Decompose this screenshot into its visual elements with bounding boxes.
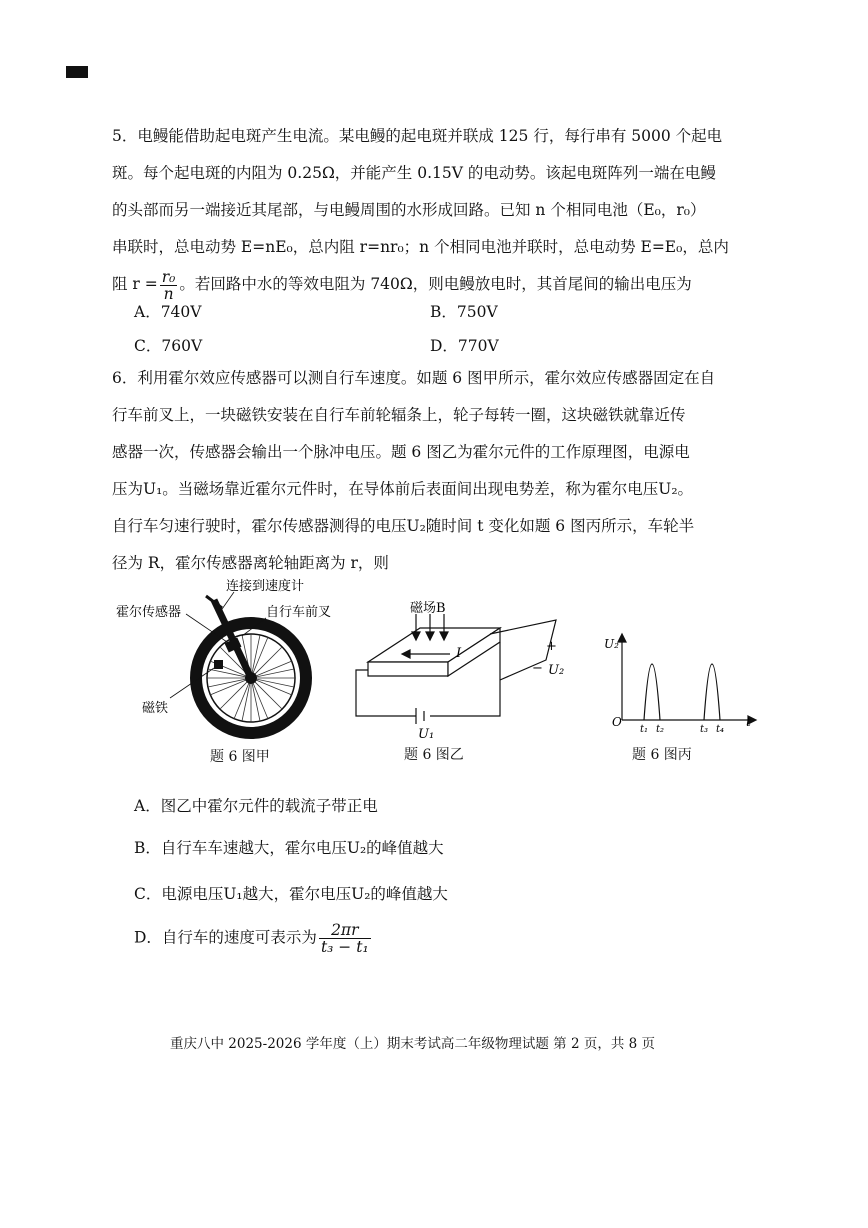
- q6-option-b: B．自行车车速越大，霍尔电压U₂的峰值越大: [134, 839, 444, 857]
- tick-t2: t₂: [656, 724, 665, 735]
- graph-y-label: U₂: [604, 637, 619, 651]
- hall-element-plate: [368, 628, 500, 676]
- q5-option-b: B．750V: [430, 303, 498, 321]
- q6-option-d: D．自行车的速度可表示为 $\frac{2\pi r}{\text{t₃ − t₁}}$: [134, 921, 369, 956]
- tick-t3: t₃: [700, 724, 709, 735]
- q5-line-2: 斑。每个起电斑的内阻为 0.25Ω，并能产生 0.15V 的电动势。该起电斑阵列一端在电鳗: [112, 164, 716, 182]
- tick-t4: t₄: [716, 724, 725, 735]
- figure-6c-voltage-graph: [600, 628, 760, 738]
- q5-line-1: 5．电鳗能借助起电斑产生电流。某电鳗的起电斑并联成 125 行，每行串有 5000 个起电: [112, 127, 723, 145]
- figure-6b-caption: 题 6 图乙: [404, 747, 464, 763]
- q5-line-3: 的头部而另一端接近其尾部，与电鳗周围的水形成回路。已知 n 个相同电池（E₀，r₀）: [112, 201, 706, 219]
- figure-6a-caption: 题 6 图甲: [210, 749, 270, 765]
- q6-line-6: 径为 R，霍尔传感器离轮轴距离为 r，则: [112, 554, 389, 572]
- page-footer: 重庆八中 2025-2026 学年度（上）期末考试高二年级物理试题 第 2 页，共 8 页: [170, 1036, 655, 1052]
- magnet-icon: [214, 660, 223, 669]
- graph-axes: [618, 634, 756, 724]
- figure-6a-bicycle-wheel: [108, 578, 358, 748]
- label-front-fork: 自行车前叉: [266, 605, 332, 620]
- label-plus: +: [546, 639, 557, 654]
- q5-fraction: $\frac{\text{r₀}}{n}$: [161, 267, 176, 303]
- q6-option-c: C．电源电压U₁越大，霍尔电压U₂的峰值越大: [134, 885, 448, 903]
- question-6: [112, 360, 722, 582]
- tick-t1: t₁: [640, 724, 649, 735]
- question-5: [112, 118, 729, 303]
- graph-x-label: t: [746, 715, 751, 729]
- label-u2: U₂: [548, 663, 565, 678]
- q6-line-2: 行车前叉上，一块磁铁安装在自行车前轮辐条上，轮子每转一圈，这块磁铁就靠近传: [112, 406, 686, 424]
- label-hall-sensor: 霍尔传感器: [116, 605, 182, 620]
- q5-number: 5．: [112, 127, 138, 145]
- label-speedometer: 连接到速度计: [226, 579, 305, 594]
- q6-line-5: 自行车匀速行驶时，霍尔传感器测得的电压U₂随时间 t 变化如题 6 图丙所示，车轮半: [112, 517, 695, 535]
- q5-option-a: A．740V: [134, 303, 202, 321]
- registration-mark: [66, 66, 88, 78]
- q5-line-5: 阻 r = $\frac{\text{r₀}}{n}$ 。若回路中水的等效电阻为 740Ω，则电鳗放电时，其首尾间的输出电压为: [112, 267, 692, 303]
- label-current: I: [456, 646, 462, 661]
- figure-6b-hall-circuit: [350, 600, 580, 740]
- q6-line-1: 6．利用霍尔效应传感器可以测自行车速度。如题 6 图甲所示，霍尔效应传感器固定在自: [112, 369, 716, 387]
- q6-option-a: A．图乙中霍尔元件的载流子带正电: [134, 797, 378, 815]
- label-minus: −: [532, 661, 543, 676]
- q6-line-3: 感器一次，传感器会输出一个脉冲电压。题 6 图乙为霍尔元件的工作原理图，电源电: [112, 443, 690, 461]
- q5-option-d: D．770V: [430, 337, 499, 355]
- q6-number: 6．: [112, 369, 138, 387]
- magnetic-field-arrows: [412, 614, 448, 640]
- figure-6c-caption: 题 6 图丙: [632, 747, 692, 763]
- graph-origin-label: O: [612, 715, 622, 729]
- label-u1: U₁: [418, 727, 435, 740]
- q5-line-4: 串联时，总电动势 E=nE₀，总内阻 r=nr₀；n 个相同电池并联时，总电动势 E=E₀，总内: [112, 238, 729, 256]
- label-magnetic-field: 磁场B: [410, 601, 446, 616]
- q5-option-c: C．760V: [134, 337, 203, 355]
- q6-line-4: 压为U₁。当磁场靠近霍尔元件时，在导体前后表面间出现电势差，称为霍尔电压U₂。: [112, 480, 694, 498]
- q6-option-d-fraction: $\frac{2\pi r}{\text{t₃ − t₁}}$: [320, 921, 369, 956]
- voltage-pulses: [644, 664, 720, 720]
- label-magnet: 磁铁: [142, 701, 169, 716]
